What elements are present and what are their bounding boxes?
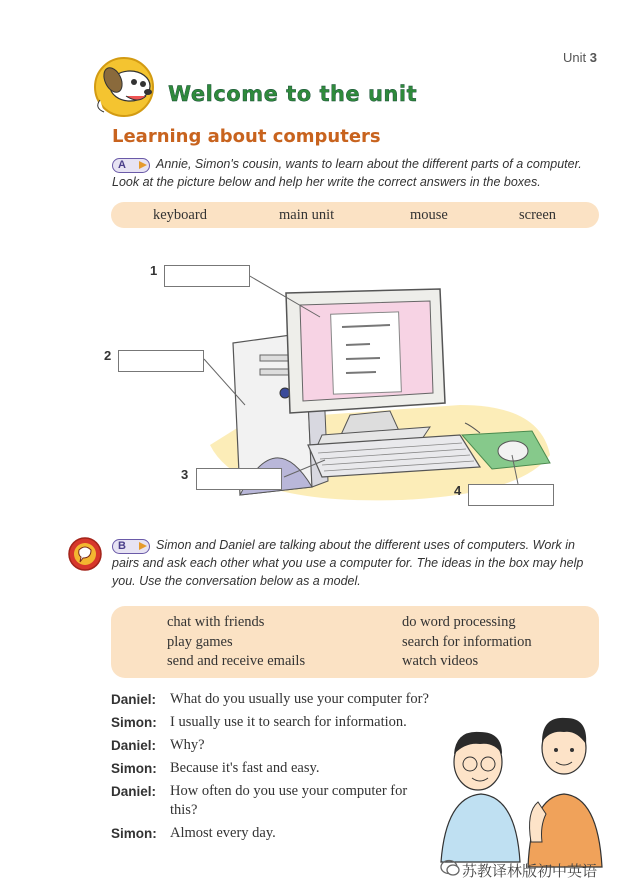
label-number-4: 4 (454, 483, 462, 498)
unit-word: Unit (563, 50, 587, 65)
part-a-instruction: Annie, Simon's cousin, wants to learn about the different parts of a computer. Look at the picture below and help her write the correct answers in the boxes. (112, 157, 582, 189)
idea-item: search for information (402, 634, 532, 650)
label-number-3: 3 (181, 467, 189, 482)
answer-box-2[interactable] (118, 350, 204, 372)
unit-label (563, 50, 597, 65)
computer-illustration (100, 255, 580, 515)
watermark-text: 苏教译林版初中英语 (462, 863, 598, 880)
label-number-1: 1 (150, 263, 158, 278)
idea-item: send and receive emails (167, 653, 306, 669)
speaker-label: Daniel: (111, 784, 157, 799)
dialogue-line: I usually use it to search for information. (170, 714, 407, 730)
dog-mascot-icon (86, 56, 162, 118)
speaker-label: Simon: (111, 826, 157, 841)
word-main-unit: main unit (279, 207, 335, 223)
idea-item: watch videos (402, 653, 479, 669)
label-number-2: 2 (104, 348, 112, 363)
dialogue-line: What do you usually use your computer for? (170, 691, 429, 707)
part-b-badge: B (112, 539, 150, 554)
idea-item: chat with friends (167, 614, 265, 630)
two-boys-illustration (436, 702, 606, 872)
speaking-activity-icon (66, 536, 104, 572)
idea-item: play games (167, 634, 233, 650)
speaker-label: Simon: (111, 715, 157, 730)
word-keyboard: keyboard (153, 207, 207, 223)
section-title: Learning about computers (112, 126, 381, 147)
page-title: Welcome to the unit (168, 82, 418, 106)
dialogue-line: Almost every day. (170, 825, 276, 841)
speaker-label: Daniel: (111, 692, 157, 707)
word-mouse: mouse (410, 207, 448, 223)
answer-box-4[interactable] (468, 484, 554, 506)
dialogue-line: How often do you use your computer for this? (170, 783, 408, 818)
wechat-icon (440, 858, 460, 878)
speaker-label: Daniel: (111, 738, 157, 753)
unit-number: 3 (589, 50, 597, 65)
word-screen: screen (519, 207, 557, 223)
part-a-badge: A (112, 158, 150, 173)
part-b-instruction: Simon and Daniel are talking about the different uses of computers. Work in pairs and ask each other what you use a computer for. The ideas in the box may help you. Use the conversation below as a model. (112, 538, 584, 588)
dialogue-line: Because it's fast and easy. (170, 760, 320, 776)
answer-box-3[interactable] (196, 468, 282, 490)
answer-box-1[interactable] (164, 265, 250, 287)
speaker-label: Simon: (111, 761, 157, 776)
idea-item: do word processing (402, 614, 516, 630)
dialogue-line: Why? (170, 737, 205, 753)
